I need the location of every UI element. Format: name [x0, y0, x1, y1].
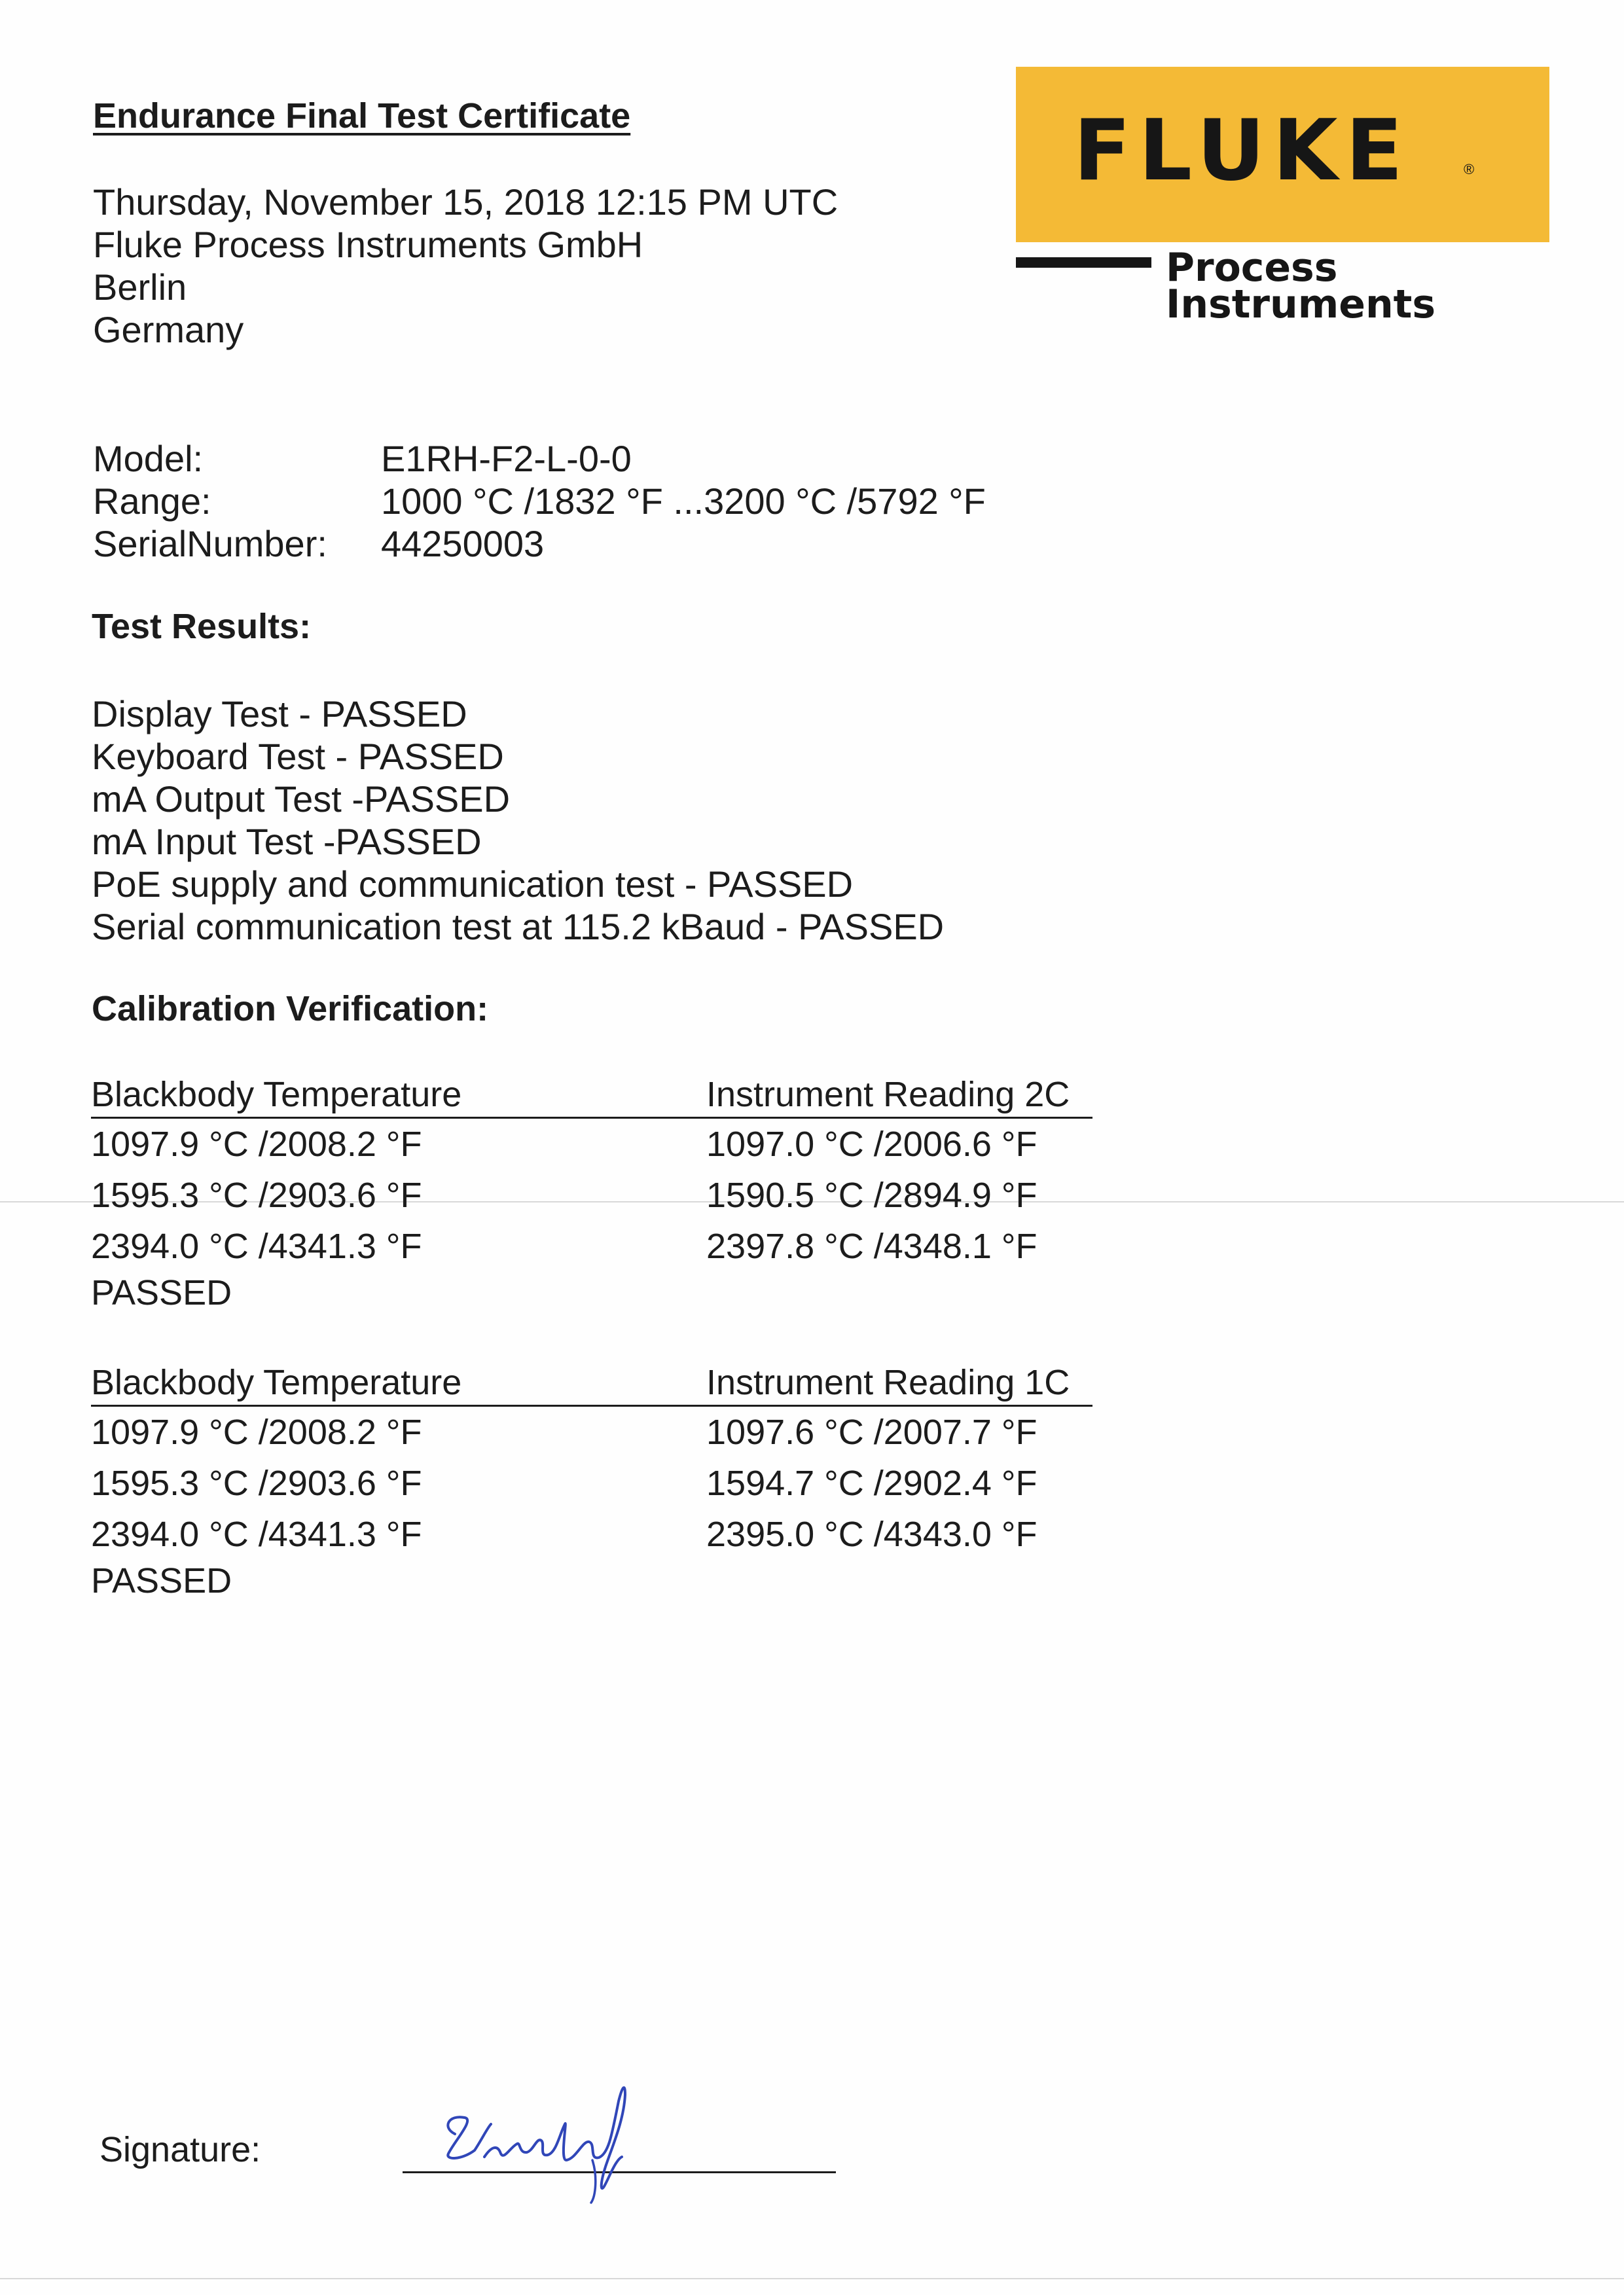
- registered-mark: ®: [1464, 161, 1475, 177]
- table-row: [91, 1458, 1092, 1509]
- test-result-item: mA Output Test -PASSED: [92, 778, 511, 820]
- header-date: Thursday, November 15, 2018 12:15 PM UTC: [93, 181, 839, 223]
- table-row: [91, 1509, 1092, 1560]
- certificate-title: Endurance Final Test Certificate: [93, 96, 631, 136]
- table-cell: 1595.3 °C /2903.6 °F: [91, 1464, 422, 1503]
- table-cell: 1594.7 °C /2902.4 °F: [706, 1464, 1038, 1503]
- test-results-heading: Test Results:: [92, 607, 312, 646]
- signature-label: Signature:: [99, 2130, 261, 2169]
- spec-value: E1RH-F2-L-0-0: [381, 438, 632, 479]
- handwritten-signature: [429, 2062, 664, 2213]
- table-result: PASSED: [91, 1273, 232, 1312]
- header-city: Berlin: [93, 266, 187, 308]
- column-header-instrument: Instrument Reading 1C: [706, 1363, 1070, 1402]
- spec-row-range: [93, 480, 986, 522]
- column-header-instrument: Instrument Reading 2C: [706, 1075, 1070, 1114]
- test-results-list: [92, 693, 944, 948]
- test-result-item: Serial communication test at 115.2 kBaud - PASSED: [92, 906, 945, 947]
- calibration-heading: Calibration Verification:: [92, 989, 489, 1028]
- spec-value: 1000 °C /1832 °F ...3200 °C /5792 °F: [381, 480, 986, 522]
- column-header-blackbody: Blackbody Temperature: [91, 1075, 462, 1114]
- table-cell: 1097.0 °C /2006.6 °F: [706, 1125, 1038, 1164]
- table-cell: 2394.0 °C /4341.3 °F: [91, 1227, 422, 1266]
- logo-bar: [1016, 257, 1151, 268]
- logo-subtitle-line2: Instruments: [1166, 281, 1436, 327]
- table-row: [91, 1221, 1092, 1272]
- table-cell: 1097.6 °C /2007.7 °F: [706, 1413, 1038, 1452]
- header-country: Germany: [93, 309, 244, 350]
- table-header-row: [91, 1072, 1092, 1117]
- test-result-item: Display Test - PASSED: [92, 693, 467, 734]
- logo-brand: FLUKE: [1074, 102, 1411, 200]
- calibration-table-2c: [91, 1072, 1092, 1314]
- table-cell: 2394.0 °C /4341.3 °F: [91, 1515, 422, 1554]
- test-result-item: Keyboard Test - PASSED: [92, 736, 504, 777]
- table-result: PASSED: [91, 1561, 232, 1600]
- table-row: [91, 1119, 1092, 1170]
- table-header-row: [91, 1360, 1092, 1405]
- column-header-blackbody: Blackbody Temperature: [91, 1363, 462, 1402]
- calibration-table-1c: [91, 1360, 1092, 1602]
- table-cell: 1097.9 °C /2008.2 °F: [91, 1125, 422, 1164]
- logo-subtitle-line1: Process: [1166, 245, 1338, 291]
- table-row: [91, 1170, 1092, 1221]
- table-cell: 1590.5 °C /2894.9 °F: [706, 1176, 1038, 1215]
- specs-block: [93, 437, 986, 565]
- spec-row-serial: [93, 522, 986, 565]
- test-result-item: PoE supply and communication test - PASSED: [92, 863, 854, 905]
- test-result-item: mA Input Test -PASSED: [92, 821, 482, 862]
- logo-subtitle: [1166, 245, 1436, 327]
- spec-label: Model:: [93, 438, 204, 479]
- table-cell: 1097.9 °C /2008.2 °F: [91, 1413, 422, 1452]
- spec-row-model: [93, 437, 986, 480]
- header-block: [93, 181, 838, 351]
- spec-label: Range:: [93, 480, 211, 522]
- paper-edge: [0, 2278, 1624, 2279]
- header-company: Fluke Process Instruments GmbH: [93, 224, 643, 265]
- spec-value: 44250003: [381, 523, 545, 564]
- table-cell: 2395.0 °C /4343.0 °F: [706, 1515, 1038, 1554]
- table-cell: 1595.3 °C /2903.6 °F: [91, 1176, 422, 1215]
- spec-label: SerialNumber:: [93, 523, 327, 564]
- table-cell: 2397.8 °C /4348.1 °F: [706, 1227, 1038, 1266]
- table-row: [91, 1407, 1092, 1458]
